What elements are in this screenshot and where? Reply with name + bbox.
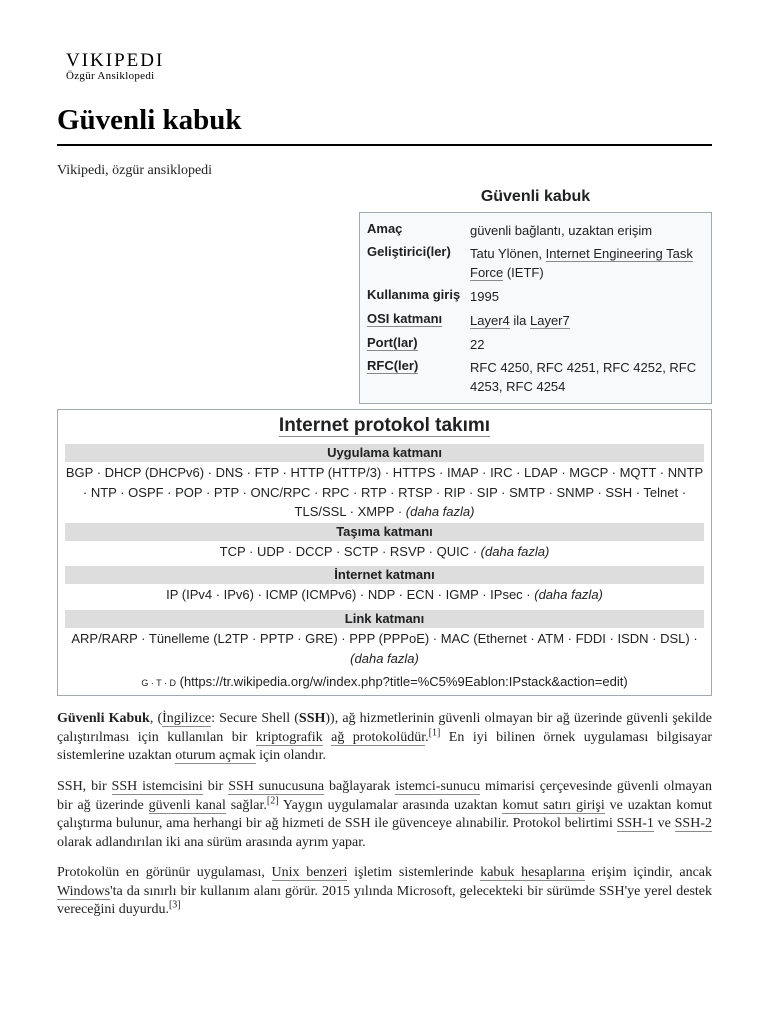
navbox-footer [58,674,711,689]
group-heading[interactable]: İnternet katmanı [65,566,704,584]
layer7-link[interactable]: Layer7 [529,313,570,328]
ssh2-link[interactable]: SSH-2 [674,816,712,831]
text: , ( [149,711,163,726]
text: sağlar. [225,797,267,813]
application-protocols[interactable]: BGP · DHCP (DHCPv6) · DNS · FTP · HTTP (HTTP/3) · HTTPS · IMAP · IRC · LDAP · MGCP · MQTT · NNTP · NTP · OSPF · POP · PTP · ONC/RPC · RPC · RTP · RTSP · RIP · SIP · SMTP · SNMP · SSH · Telnet · TLS/SSL · XMPP · [65,465,704,519]
navbox-title-link[interactable]: Internet protokol takımı [278,415,491,436]
text: : Secure Shell ( [211,711,299,726]
navbox-group-application [65,444,704,523]
navbox-group-transport [65,523,704,563]
logo-tagline: Özgür Ansiklopedi [66,70,155,82]
text: . [425,729,429,745]
protocol-navbox [57,409,712,696]
group-links[interactable] [65,584,704,606]
paragraph-intro [57,710,712,766]
english-link[interactable]: İngilizce [162,711,212,726]
text: Protokolün en görünür uygulaması, [57,865,272,880]
infobox-key-link[interactable] [367,358,471,373]
text: erişim içindir, ancak [584,865,712,880]
more-link[interactable]: (daha fazla) [480,544,550,559]
layer4-link[interactable]: Layer4 [470,313,510,328]
template-edit-url[interactable]: (https://tr.wikipedia.org/w/index.php?title=%C5%9Eablon:IPstack&action=edit) [179,674,628,689]
group-heading[interactable]: Uygulama katmanı [65,444,704,462]
infobox-key: Geliştirici(ler) [367,244,451,259]
range-word: ila [509,313,530,328]
citation-2[interactable]: [2] [266,794,279,806]
network-protocol-link[interactable]: ağ protokolüdür [331,729,426,745]
text: 'ta da sınırlı bir kullanım alanı görür. 2015 yılında Microsoft, gelecekteki bir sürümde SSH'ye yerel destek vereceğini duyurdu. [57,883,712,917]
paragraph-architecture [57,778,712,852]
text: işletim sistemlerinde [347,865,481,880]
text: )), ağ hizmetlerinin güvenli olmayan bir ağ üzerinde güvenli şekilde çalıştırılması için kullanılan bir [57,711,712,745]
link-protocols[interactable]: ARP/RARP · Tünelleme (L2TP · PPTP · GRE) · PPP (PPPoE) · MAC (Ethernet · ATM · FDDI · ISDN · DSL) · [71,631,698,646]
text: ve [653,816,675,831]
transport-protocols[interactable]: TCP · UDP · DCCP · SCTP · RSVP · QUIC · [219,544,481,559]
infobox-key-link[interactable] [367,311,471,326]
group-links[interactable] [65,462,704,523]
bold-term: Güvenli Kabuk [57,711,150,726]
text: Yaygın uygulamalar arasında uzaktan [278,797,503,813]
client-server-link[interactable]: istemci-sunucu [395,779,481,794]
text: SSH, bir [57,779,112,794]
infobox-key-link[interactable] [367,335,471,350]
rfc-links[interactable]: RFC 4250, RFC 4251, RFC 4252, RFC 4253, RFC 4254 [470,360,697,394]
group-heading[interactable]: Link katmanı [65,610,704,628]
infobox-value: güvenli bağlantı, uzaktan erişim [470,223,653,238]
title-divider [57,144,712,146]
ietf-abbr: (IETF) [503,265,544,280]
osi-layer-link[interactable]: OSI katmanı [367,311,443,326]
infobox-value: 22 [470,337,485,352]
internet-protocols[interactable]: IP (IPv4 · IPv6) · ICMP (ICMPv6) · NDP · ECN · IGMP · IPsec · [166,587,535,602]
more-link[interactable]: (daha fazla) [350,650,419,666]
text: olarak adlandırılan iki ana sürüm arasında ayrım yapar. [57,834,366,850]
text: ve uzaktan komut çalıştırma bulunur, ama herhangi bir ağ hizmeti de SSH ile güvenceye alınabilir. Protokol belirtimi [57,797,712,831]
navbox-group-link [65,610,704,669]
unix-like-link[interactable]: Unix benzeri [271,865,348,880]
view-talk-edit-links[interactable]: G · T · D [141,678,176,688]
infobox-caption: Güvenli kabuk [480,188,591,205]
windows-link[interactable]: Windows [57,883,111,899]
shell-account-link[interactable]: kabuk hesaplarına [480,865,585,880]
group-links[interactable] [65,541,704,563]
login-link[interactable]: oturum açmak [175,748,256,763]
logo-wordmark: VIKIPEDI [66,50,165,71]
infobox-value [470,244,700,282]
paragraph-usage [57,864,712,920]
infobox-value: 1995 [470,289,499,304]
text: bir [202,779,229,794]
more-link[interactable]: (daha fazla) [534,587,603,602]
infobox-value [470,311,700,330]
site-logo[interactable] [66,50,164,82]
ssh-abbr: SSH [298,711,326,726]
navbox-title[interactable] [58,415,711,437]
page-subtitle: Vikipedi, özgür ansiklopedi [57,163,213,178]
infobox-key: Kullanıma giriş [367,287,461,302]
navbox-group-internet [65,566,704,606]
infobox [359,212,712,404]
citation-3[interactable]: [3] [168,899,181,911]
citation-1[interactable]: [1] [428,726,441,738]
group-heading[interactable]: Taşıma katmanı [65,523,704,541]
text: En iyi bilinen örnek uygulaması bilgisayar sistemlerine uzaktan [57,729,713,763]
group-links[interactable] [65,628,704,669]
ssh1-link[interactable]: SSH-1 [616,816,654,831]
developer-name: Tatu Ylönen, [470,246,546,261]
infobox-key: Amaç [367,221,403,236]
secure-channel-link[interactable]: güvenli kanal [148,797,226,813]
page-title: Güvenli kabuk [57,104,242,136]
ssh-server-link[interactable]: SSH sunucusuna [228,779,325,794]
more-link[interactable]: (daha fazla) [405,504,475,519]
rfc-link[interactable]: RFC(ler) [367,358,419,373]
text [323,730,331,745]
cryptographic-link[interactable]: kriptografik [255,729,323,745]
command-line-link[interactable]: komut satırı girişi [502,797,605,813]
text: bağlayarak [324,779,396,794]
port-link[interactable]: Port(lar) [367,335,418,350]
text: mimarisi çerçevesinde güvenli olmayan bir ağ üzerinde [57,779,712,813]
text: için olandır. [255,748,327,763]
ssh-client-link[interactable]: SSH istemcisini [111,779,203,794]
ietf-link[interactable]: Internet Engineering Task Force [470,246,693,280]
